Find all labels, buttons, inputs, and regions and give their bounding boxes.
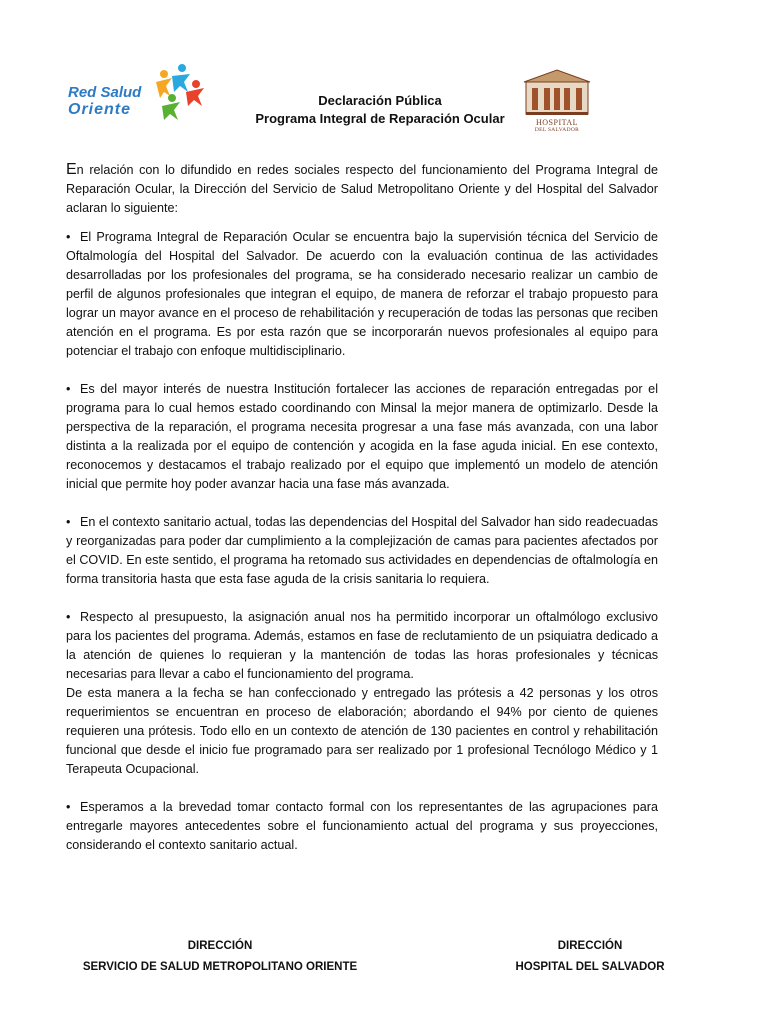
title-line-2: Programa Integral de Reparación Ocular xyxy=(255,111,505,126)
intro-paragraph xyxy=(66,160,658,218)
bullet-paragraph-4 xyxy=(66,608,658,684)
red-salud-oriente-logo xyxy=(60,62,210,124)
signature-right xyxy=(470,936,710,978)
signature-right-line2: HOSPITAL DEL SALVADOR xyxy=(515,961,665,973)
bullet-4-continuation: De esta manera a la fecha se han confeccionado y entregado las prótesis a 42 personas y los otros requerimientos se encuentran en proceso de elaboración; abordando el 94% por ciento de quienes requieren una prótesis. Todo ello en un contexto de atención de 130 pacientes en control y rehabilitación funcional que desde el inicio fue programado para ser realizado por 1 profesional Tecnólogo Médico y 1 Terapeuta Ocupacional. xyxy=(66,686,658,776)
intro-text: n relación con lo difundido en redes sociales respecto del funcionamiento del Programa Integral de Reparación Ocular, la Dirección del Servicio de Salud Metropolitano Oriente y del Hospital del Salvador aclaran lo siguiente: xyxy=(66,163,658,215)
bullet-paragraph-1 xyxy=(66,228,658,361)
bullet-text: Es del mayor interés de nuestra Institución fortalecer las acciones de reparación entregadas por el programa para lo cual hemos estado coordinando con Minsal la mejor manera de optimizarlo. Desde la perspectiva de la reparación, el programa necesita progresar a una fase más avanzada, con una labor distinta a la realizada por el equipo de contención y acogida en la fase aguda inicial. En ese contexto, reconocemos y destacamos el trabajo realizado por el equipo que implementó un modelo de atención inicial que permite hoy poder avanzar hacia una fase más avanzada. xyxy=(66,382,658,491)
bullet-dot: • xyxy=(66,800,71,814)
bullet-dot: • xyxy=(66,610,71,624)
bullet-dot: • xyxy=(66,515,71,529)
intro-first-letter: E xyxy=(66,161,77,178)
bullet-dot: • xyxy=(66,230,71,244)
signature-right-line1: DIRECCIÓN xyxy=(557,940,623,952)
bullet-paragraph-3 xyxy=(66,513,658,589)
title-line-1: Declaración Pública xyxy=(318,93,442,108)
logo-text-line1: Red Salud xyxy=(68,84,142,101)
hospital-del-salvador-logo xyxy=(522,68,592,138)
bullet-text: En el contexto sanitario actual, todas las dependencias del Hospital del Salvador han sido readecuadas y reorganizadas para poder dar cumplimiento a la complejización de camas para pacientes afectados por el COVID. En este sentido, el programa ha retomado sus actividades en dependencias de oftalmología en forma transitoria hasta que esta fase aguda de la crisis sanitaria lo requiera. xyxy=(66,515,658,586)
bullet-dot: • xyxy=(66,382,71,396)
bullet-text: Respecto al presupuesto, la asignación anual nos ha permitido incorporar un oftalmólogo exclusivo para los pacientes del programa. Además, estamos en fase de reclutamiento de un psiquiatra dedicado a la atención de quienes lo requieran y la mantención de todas las horas profesionales y técnicas necesarias para llevar a cabo el funcionamiento del programa. xyxy=(66,610,658,681)
signature-left-line1: DIRECCIÓN xyxy=(187,940,253,952)
hospital-building-icon xyxy=(522,68,592,118)
bullet-text: Esperamos a la brevedad tomar contacto formal con los representantes de las agrupaciones para entregarle mayores antecedentes sobre el funcionamiento actual del programa y sus proyecciones, considerando el contexto sanitario actual. xyxy=(66,800,658,852)
hospital-logo-line2: DEL SALVADOR xyxy=(534,127,580,133)
logo-text-line2: Oriente xyxy=(68,101,132,118)
bullet-paragraph-5 xyxy=(66,798,658,855)
bullet-text: El Programa Integral de Reparación Ocular se encuentra bajo la supervisión técnica del Servicio de Oftalmología del Hospital del Salvador. De acuerdo con la evaluación continua de las actividades desarrolladas por los profesionales del programa, se ha considerado necesario realizar un cambio de perfil de algunos profesionales que integran el equipo, de manera de reforzar el trabajo propuesto para lograr un mayor avance en el proceso de rehabilitación y recuperación de todas las personas que reciben atención en el programa. Es por esta razón que se incorporarán nuevos profesionales al equipo para potenciar el trabajo con enfoque multidisciplinario. xyxy=(66,230,658,358)
signature-left-line2: SERVICIO DE SALUD METROPOLITANO ORIENTE xyxy=(82,961,358,973)
document-title xyxy=(200,92,560,128)
hospital-logo-line1: HOSPITAL xyxy=(535,118,579,127)
document-body xyxy=(66,160,658,874)
signature-left xyxy=(40,936,400,978)
bullet-paragraph-2 xyxy=(66,380,658,494)
